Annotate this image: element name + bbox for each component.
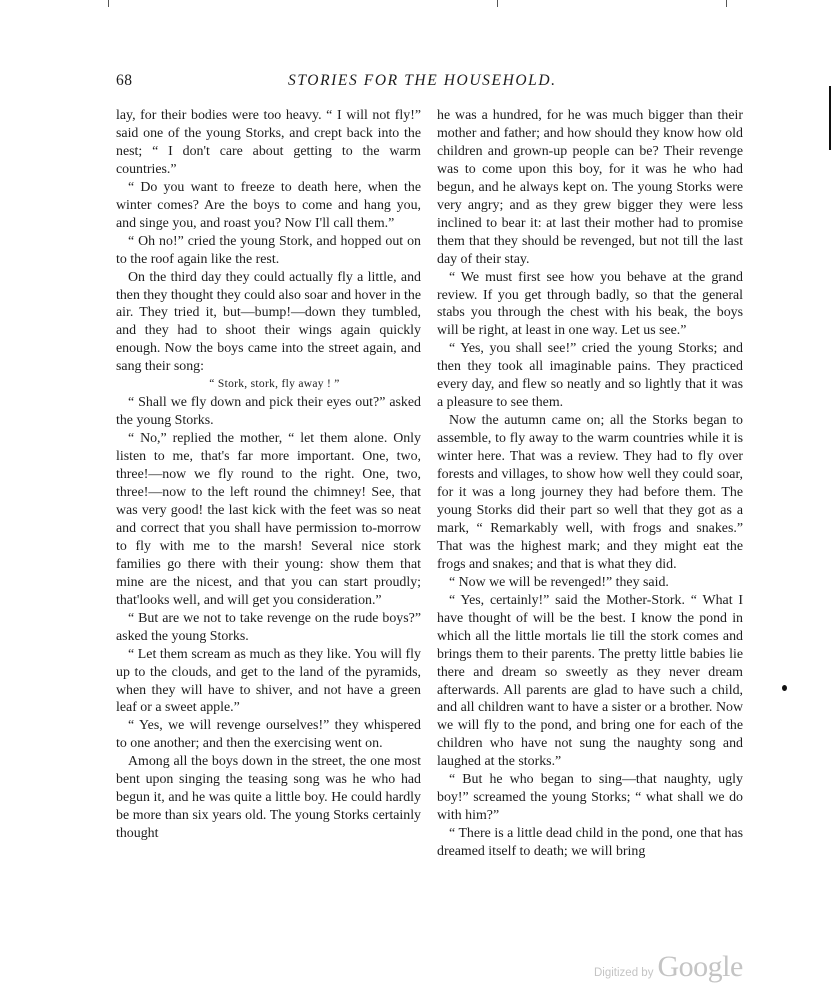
paragraph: “ Yes, you shall see!” cried the young Storks; and then they took all imaginable pains. They practiced every day, and flew so neatly and so lightly that it was a pleasure to see them. bbox=[437, 341, 743, 411]
paragraph: “ No,” replied the mother, “ let them alone. Only listen to me, that's far more important. One, two, three!—now we fly round to the right. One, two, three!—now to the left round the chimney! See, that was very good! the last kick with the feet was so neat and correct that you shall have permission to-morrow to fly with me to the marsh! Several nice stork families go there with their young: show them that mine are the nicest, and that you can start proudly; that'looks well, and will get you consideration.” bbox=[116, 431, 421, 608]
paragraph: he was a hundred, for he was much bigger than their mother and father; and how should they know how old children and grown-up people can be? Their revenge was to come upon this boy, for it was he who had begun, and he always kept on. The young Storks were very angry; and as they grew bigger they were less inclined to bear it: at last their mother had to promise them that they should be revenged, but not till the last day of their stay. bbox=[437, 108, 743, 267]
right-column bbox=[437, 107, 743, 861]
paragraph: lay, for their bodies were too heavy. “ I will not fly!” said one of the young Storks, and crept back into the nest; “ I don't care about getting to the warm countries.” bbox=[116, 108, 421, 177]
paragraph: “ There is a little dead child in the pond, one that has dreamed itself to death; we will bring bbox=[437, 826, 743, 860]
paragraph: Now the autumn came on; all the Storks began to assemble, to fly away to the warm countries while it is winter here. That was a review. They had to fly over forests and villages, to show how well they could soar, for it was a long journey they had before them. The young Storks did their part so well that they got as a mark, “ Remarkably well, with frogs and snakes.” That was the highest mark; and they might eat the frogs and snakes; and that is what they did. bbox=[437, 413, 743, 572]
page-number: 68 bbox=[116, 72, 133, 89]
song-verse: “ Stork, stork, fly away ! ” bbox=[209, 378, 340, 391]
binding-edge-line bbox=[829, 86, 831, 150]
running-head: STORIES FOR THE HOUSEHOLD. bbox=[288, 72, 557, 89]
paragraph: “ Oh no!” cried the young Stork, and hopped out on to the roof again like the rest. bbox=[116, 233, 421, 267]
paragraph: “ Do you want to freeze to death here, when the winter comes? Are the boys to come and hang you, and singe you, and roast you? Now I'll call them.” bbox=[116, 179, 421, 231]
paragraph: “ But are we not to take revenge on the rude boys?” asked the young Storks. bbox=[116, 610, 421, 644]
watermark-prefix: Digitized by bbox=[594, 967, 654, 979]
paragraph: “ But he who began to sing—that naughty, ugly boy!” screamed the young Storks; “ what shall we do with him?” bbox=[437, 772, 743, 824]
paragraph: On the third day they could actually fly a little, and then they thought they could also soar and hover in the air. They tried it, but—bump!—down they tumbled, and they had to shoot their wings again quickly enough. Now the boys came into the street again, and sang their song: bbox=[116, 269, 421, 375]
watermark-logo: Google bbox=[657, 950, 743, 983]
page-edge-mark-center bbox=[497, 0, 498, 7]
left-column bbox=[116, 107, 421, 843]
paragraph: Among all the boys down in the street, the one most bent upon singing the teasing song was he who had begun it, and he was quite a little boy. He could hardly be more than six years old. The young Storks certainly thought bbox=[116, 754, 421, 842]
paragraph: “ We must first see how you behave at the grand review. If you get through badly, so that the general stabs you through the chest with his beak, the boys will be right, at least in one way. Let us see.” bbox=[437, 269, 743, 339]
paragraph: “ Now we will be revenged!” they said. bbox=[449, 574, 669, 590]
paragraph: “ Let them scream as much as they like. You will fly up to the clouds, and get to the land of the pyramids, when they will have to shiver, and not have a green leaf or a sweet apple.” bbox=[116, 646, 421, 716]
paragraph: “ Shall we fly down and pick their eyes out?” asked the young Storks. bbox=[116, 395, 421, 429]
paragraph: “ Yes, certainly!” said the Mother-Stork. “ What I have thought of will be the best. I know the pond in which all the little mortals lie till the stork comes and brings them to their parents. The pretty little babies lie there and dream so sweetly as they never dream afterwards. All parents are glad to have such a child, and all children want to have a sister or a brother. Now we will fly to the pond, and bring one for each of the children who have not sung the naughty song and laughed at the storks.” bbox=[437, 592, 743, 770]
ink-speck bbox=[782, 685, 787, 691]
paragraph: “ Yes, we will revenge ourselves!” they whispered to one another; and then the exercising went on. bbox=[116, 718, 421, 752]
page-edge-mark-right bbox=[726, 0, 727, 7]
digitization-watermark bbox=[594, 950, 743, 984]
page-edge-mark-left bbox=[108, 0, 109, 7]
